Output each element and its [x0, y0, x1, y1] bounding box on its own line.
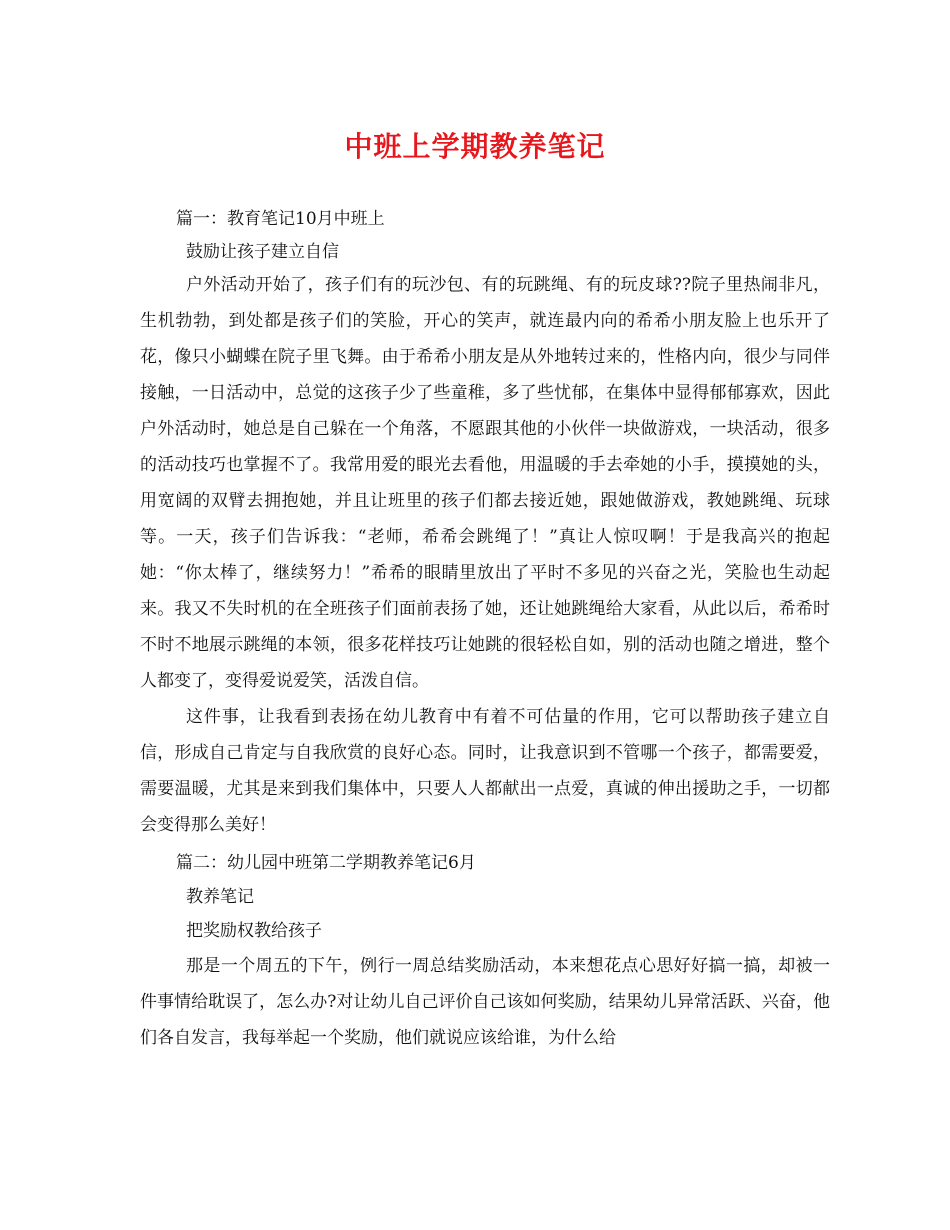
part1-paragraph-2: 这件事，让我看到表扬在幼儿教育中有着不可估量的作用，它可以帮助孩子建立自信，形成自己肯定与自我欣赏的良好心态。同时，让我意识到不管哪一个孩子，都需要爱，需要温暖，尤其是来到我们集体中，只要人人都献出一点爱，真诚的伸出援助之手，一切都会变得那么美好！	[140, 707, 830, 835]
part2-heading: 篇二：幼儿园中班第二学期教养笔记6月	[176, 853, 476, 873]
part1-subtitle: 鼓励让孩子建立自信	[186, 241, 339, 262]
part2-subtitle-1: 教养笔记	[186, 887, 254, 907]
document-body	[140, 205, 830, 1056]
part2-subtitle-2: 把奖励权教给孩子	[186, 921, 322, 941]
part1-heading: 篇一：教育笔记10月中班上	[176, 209, 385, 229]
document-title: 中班上学期教养笔记	[344, 130, 606, 163]
part2-paragraph-1: 那是一个周五的下午，例行一周总结奖励活动，本来想花点心思好好搞一搞，却被一件事情给耽误了，怎么办?对让幼儿自己评价自己该如何奖励，结果幼儿异常活跃、兴奋，他们各自发言，我每举起一个奖励，他们就说应该给谁，为什么给	[140, 956, 830, 1048]
part1-paragraph-1: 户外活动开始了，孩子们有的玩沙包、有的玩跳绳、有的玩皮球??院子里热闹非凡，生机勃勃，到处都是孩子们的笑脸，开心的笑声，就连最内向的希希小朋友脸上也乐开了花，像只小蝴蝶在院子里飞舞。由于希希小朋友是从外地转过来的，性格内向，很少与同伴接触，一日活动中，总觉的这孩子少了些童稚，多了些忧郁，在集体中显得郁郁寡欢，因此户外活动时，她总是自己躲在一个角落，不愿跟其他的小伙伴一块做游戏，一块活动，很多的活动技巧也掌握不了。我常用爱的眼光去看他，用温暖的手去牵她的小手，摸摸她的头，用宽阔的双臂去拥抱她，并且让班里的孩子们都去接近她，跟她做游戏，教她跳绳、玩球等。一天，孩子们告诉我：“老师，希希会跳绳了！”真让人惊叹啊！于是我高兴的抱起她：“你太棒了，继续努力！”希希的眼睛里放出了平时不多见的兴奋之光，笑脸也生动起来。我又不失时机的在全班孩子们面前表扬了她，还让她跳绳给大家看，从此以后，希希时不时不地展示跳绳的本领，很多花样技巧让她跳的很轻松自如，别的活动也随之增进，整个人都变了，变得爱说爱笑，活泼自信。	[140, 275, 830, 691]
